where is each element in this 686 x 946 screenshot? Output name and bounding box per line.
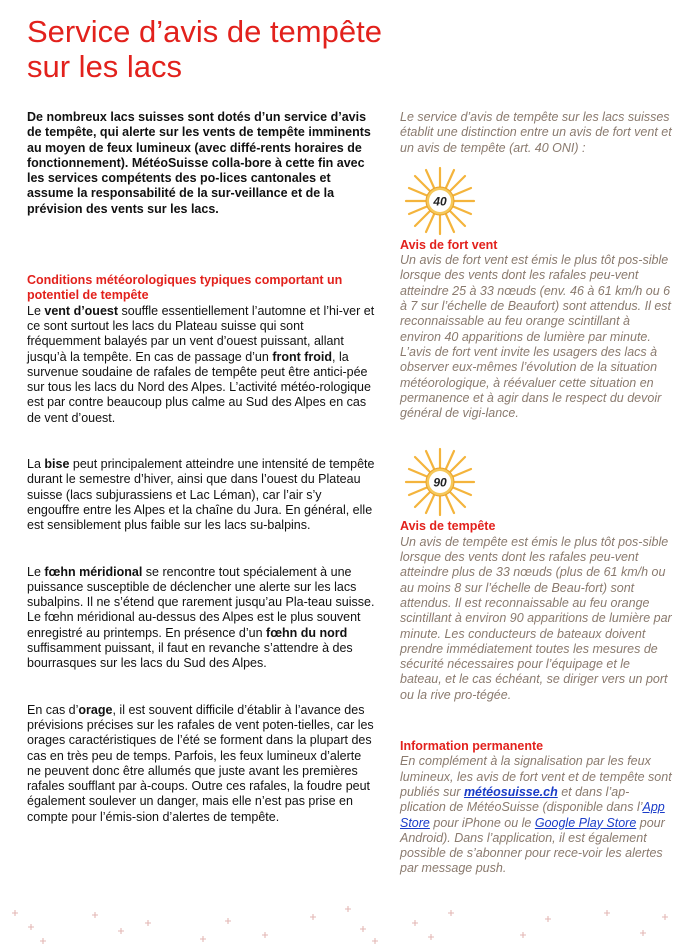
cold-front-term: front froid [272,349,333,364]
bise-term: bise [44,457,70,472]
storm-paragraph: En cas d’orage, il est souvent difficile d’établir à l’avance des prévisions précises sur les rafales de vent poten-tielles, car les orages caractéristiques de l’été se forment dans la plupart des cas en très peu de temps. Parfois, les feux lumineux d’alerte ne peuvent donc être allumés que juste avant les premières rafales soufflant par à-coups. Outre ces rafales, la foudre peut également soulever un danger, mais elle n’est pas prise en compte pour l’émis-sion d’alertes de tempête. [27,702,374,824]
right-intro: Le service d’avis de tempête sur les lacs suisses établit une distinction entre un avis de fort vent et un avis de tempête (art. 40 ONI) : [400,110,672,155]
strong-wind-heading: Avis de fort vent [400,237,498,252]
intro-paragraph: De nombreux lacs suisses sont dotés d’un service d’avis de tempête, qui alerte sur les vents de tempête imminents au moyen de feux lumineux (avec diffé-rents horaires de fonctionnement). MétéoSuisse colla-bore à cette fin avec les services compétents des po-lices cantonales et assume la responsabilité de la sur-veillance et de la prévision des vents sur les lacs. [27,110,371,216]
strong-wind-text: Un avis de fort vent est émis le plus tôt pos-sible lorsque des vents dont les rafales peu-vent atteindre 25 à 33 nœuds (env. 46 à 61 km/h ou 6 à 7 sur l’échelle de Beaufort) sont attendus. Il est reconnaissable au feu orange scintillant à environ 40 apparitions de lumière par minute. L’avis de fort vent invite les usagers des lacs à observer eux-mêmes l’évolution de la situation météorologique, à réévaluer cette situation en permanence et à agir dans le respect du devoir général de vigi-lance. [400,253,671,421]
storm-text: Un avis de tempête est émis le plus tôt pos-sible lorsque des vents dont les rafales peu-vent atteindre plus de 33 nœuds (plus de 61 km/h ou au moins 8 sur l’échelle de Beau-fort) sont attendus. Il est reconnaissable au feu orange scintillant à environ 90 apparitions de lumière par minute. Les conducteurs de bateaux doivent prendre immédiatement toutes les mesures de sécurité nécessaires pour l’équipage et le bateau, et le cas échéant, se diriger vers un port ou la rive pro-tégée. [400,534,672,702]
info-heading: Information permanente [400,739,544,754]
strong-wind-light-icon [400,164,480,238]
swiss-cross-icon [12,910,18,916]
storm-light-icon [400,445,480,519]
footer-cross-pattern [0,905,686,946]
right-column [400,110,672,877]
storm-badge-number: 90 [433,475,447,490]
bise-paragraph: La bise peut principalement atteindre une intensité de tempête durant le semestre d’hiver, ainsi que dans l’ouest du Plateau suisse (lacs subjurassiens et Lac Léman), car l’air s’y engouffre entre les Alpes et la chaîne du Jura. En général, elle est sensiblement plus faible sur les lacs su-balpins. [27,457,375,533]
foehn-paragraph: Le fœhn méridional se rencontre tout spécialement à une puissance susceptible de déclencher une alerte sur les lacs subalpins. Il ne s’étend que rarement jusqu’au Pla-teau suisse. Le fœhn méridional au-dessus des Alpes est le plus souvent enregistré au printemps. En présence d’un fœhn du nord suffisamment puissant, il faut en revanche s’attendre à des bourrasques sur les lacs du Sud des Alpes. [27,564,375,671]
west-wind-term: vent d’ouest [44,303,119,318]
storm-heading: Avis de tempête [400,519,496,534]
north-foehn-term: fœhn du nord [266,625,348,640]
conditions-heading: Conditions météorologiques typiques comportant un potentiel de tempête [27,273,343,303]
west-wind-paragraph: Le vent d’ouest souffle essentiellement l’automne et l’hi-ver et ce sont surtout les lacs du Plateau suisse qui sont fréquemment balayés par un vent d’ouest puissant, allant jusqu’à la tempête. En cas de passage d’un front froid, la survenue soudaine de rafales de tempête peut être antici-pée sur tous les lacs du Nord des Alpes. L’activité météo-rologique est par contre beaucoup plus calme au Sud des Alpes en cas de vent d’ouest. [27,303,375,425]
meteosuisse-link[interactable]: météosuisse.ch [463,784,558,799]
south-foehn-term: fœhn méridional [44,564,143,579]
left-column [27,110,375,825]
storm-term: orage [78,702,113,717]
info-text: En complément à la signalisation par les feux lumineux, les avis de fort vent et de tempête sont publiés sur météosuisse.ch et dans l’ap-plication de MétéoSuisse (disponible dans l’App Store pour iPhone ou le Google Play Store pour Android). Dans l’application, il est également possible de s’abonner pour rece-voir les alertes par message push. [400,754,672,876]
google-play-store-link[interactable]: Google Play Store [534,815,637,830]
page-title: Service d’avis de tempête sur les lacs [27,14,382,84]
strong-wind-badge-number: 40 [433,194,447,209]
app-store-link[interactable]: App Store [400,800,665,830]
